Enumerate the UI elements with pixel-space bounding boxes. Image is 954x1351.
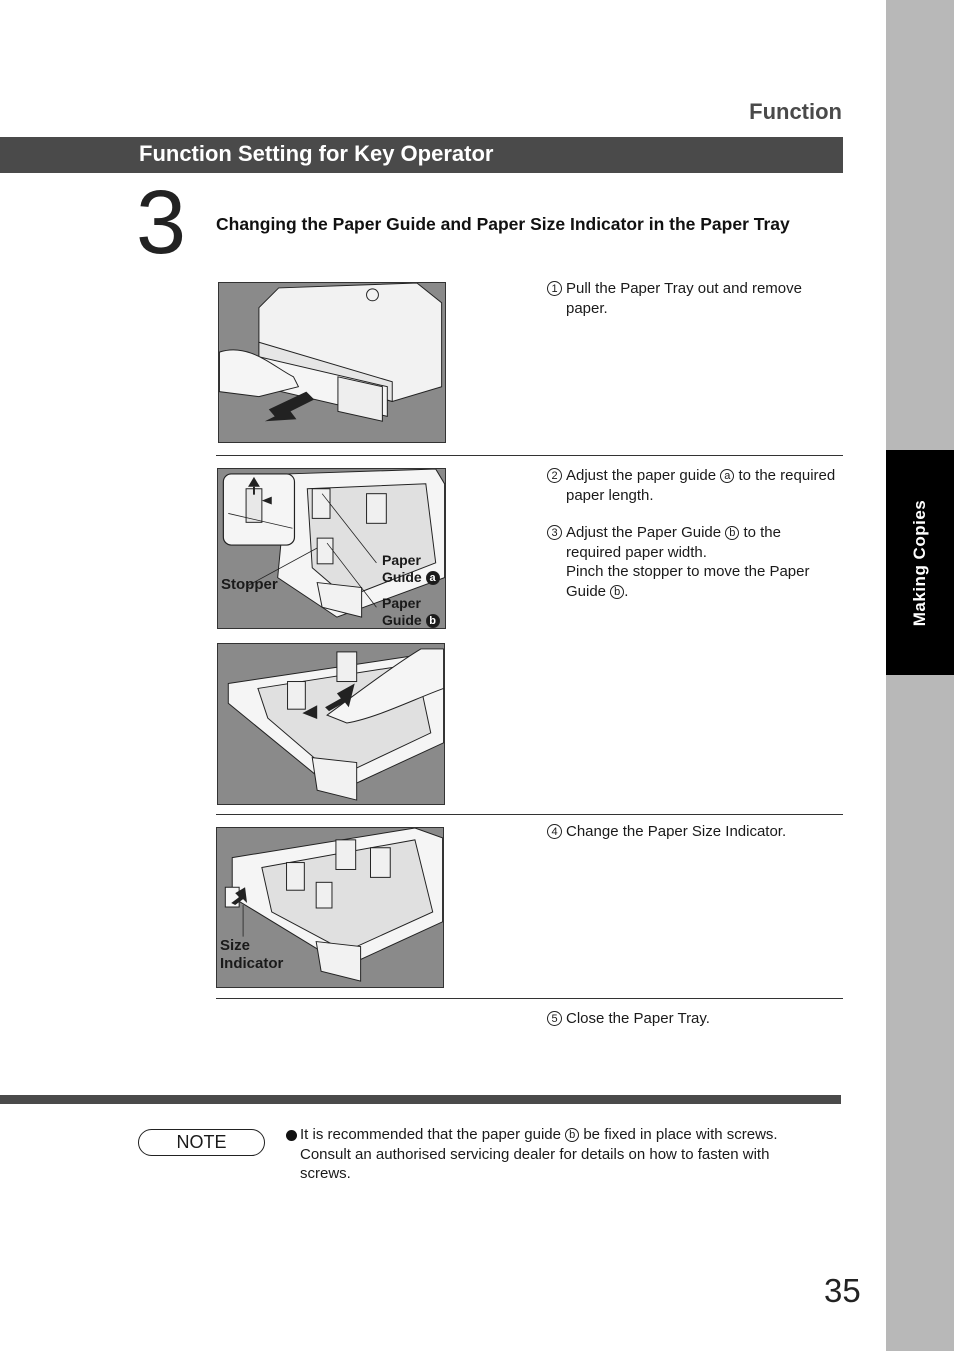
instruction-text: Pull the Paper Tray out and remove paper. <box>566 280 802 317</box>
step-number-badge: 3 <box>547 525 562 540</box>
paper-guide-a-text: Paper Guide <box>382 552 422 585</box>
marker-b-icon: b <box>565 1128 579 1142</box>
step-number-badge: 4 <box>547 824 562 839</box>
side-strip <box>886 0 954 1351</box>
note-text-part: It is recommended that the paper guide <box>300 1126 561 1143</box>
marker-b-icon: b <box>426 614 440 628</box>
bottom-bar <box>0 1095 841 1104</box>
instruction-3 <box>547 523 837 601</box>
note-text <box>300 1125 820 1184</box>
pinch-stopper-illustration <box>218 644 444 804</box>
step-number: 3 <box>136 173 187 273</box>
divider <box>216 455 843 456</box>
paper-guide-a-label <box>382 552 440 586</box>
figure-pull-tray <box>218 282 446 443</box>
size-indicator-label: Size Indicator <box>220 937 284 972</box>
instruction-text: Adjust the Paper Guide <box>566 524 722 541</box>
paper-guide-b-text: Paper Guide <box>382 595 422 628</box>
instruction-text: Close the Paper Tray. <box>566 1010 710 1027</box>
marker-b-icon: b <box>725 526 739 540</box>
header-bar <box>0 137 843 173</box>
instruction-text: . <box>624 582 629 600</box>
figure-adjust-guides <box>217 468 446 629</box>
figure-pinch-stopper <box>217 643 445 805</box>
divider <box>216 814 843 815</box>
sidebar-tab <box>886 450 954 675</box>
sidebar-tab-label: Making Copies <box>910 499 929 626</box>
divider <box>216 998 843 999</box>
figure-size-indicator <box>216 827 444 988</box>
note-badge: NOTE <box>138 1129 265 1156</box>
marker-a-icon: a <box>426 571 440 585</box>
marker-b-icon: b <box>610 585 624 599</box>
pull-tray-illustration <box>219 283 445 442</box>
header-bar-title: Function Setting for Key Operator <box>139 141 494 166</box>
instruction-2 <box>547 466 837 505</box>
instruction-4 <box>547 822 837 842</box>
step-number-badge: 2 <box>547 468 562 483</box>
note-text-part: be fixed in place with screws. Consult an authorised servicing dealer for details on how to fasten with screws. <box>300 1126 778 1182</box>
stopper-label: Stopper <box>221 576 278 593</box>
instruction-text: Change the Paper Size Indicator. <box>566 823 787 840</box>
step-title: Changing the Paper Guide and Paper Size Indicator in the Paper Tray <box>216 214 790 234</box>
instruction-text: Adjust the paper guide <box>566 467 717 484</box>
page-number: 35 <box>824 1272 861 1309</box>
step-number-badge: 5 <box>547 1011 562 1026</box>
instruction-5 <box>547 1009 837 1029</box>
instruction-text: to the required paper length. <box>566 467 836 504</box>
paper-guide-b-label <box>382 595 440 629</box>
instruction-text: to the required paper width. <box>566 524 781 561</box>
instruction-1 <box>547 279 837 318</box>
bullet-icon <box>286 1130 297 1141</box>
marker-a-icon: a <box>720 469 734 483</box>
instruction-text: Pinch the stopper to move the Paper Guide <box>566 563 810 600</box>
section-title: Function <box>749 99 842 124</box>
step-number-badge: 1 <box>547 281 562 296</box>
